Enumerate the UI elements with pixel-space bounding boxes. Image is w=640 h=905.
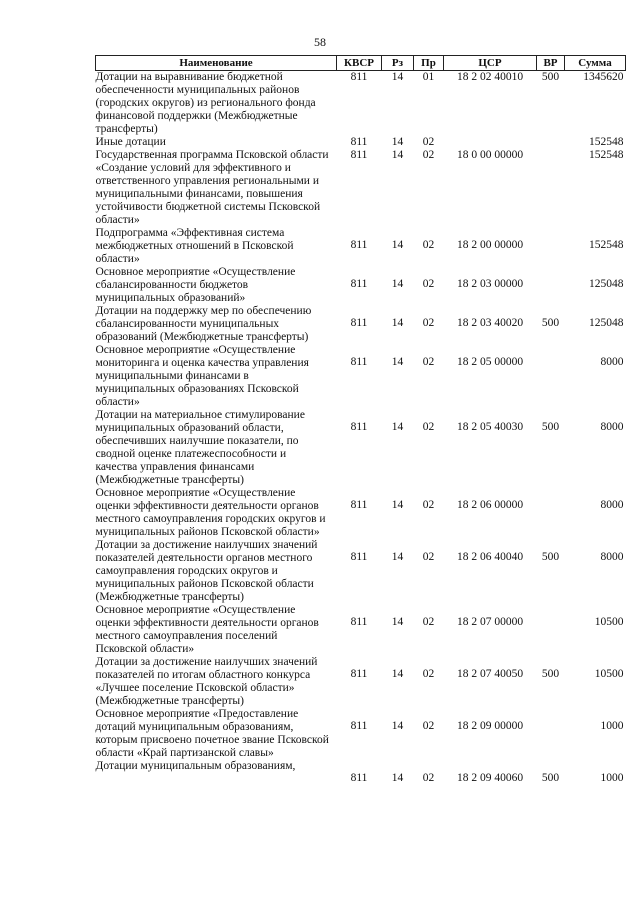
row-vr: 500 — [541, 71, 560, 83]
row-vr: 500 — [541, 668, 560, 680]
row-name: Основное мероприятие «Осуществление оценки эффективности деятельности органов местного самоуправления городских округов и муниципальных районов Псковской области» — [95, 487, 326, 538]
row-name: Основное мероприятие «Осуществление сбалансированности бюджетов муниципальных образований» — [95, 266, 296, 304]
row-sum: 152548 — [589, 239, 624, 251]
row-csr: 18 2 00 00000 — [456, 239, 524, 251]
budget-table — [95, 55, 626, 785]
page-number: 58 — [314, 35, 326, 49]
row-rz: 14 — [391, 71, 404, 83]
row-csr — [444, 136, 537, 149]
row-vr — [537, 604, 565, 656]
row-vr — [537, 708, 565, 760]
row-pr: 02 — [422, 278, 435, 290]
row-csr: 18 2 07 40050 — [456, 668, 524, 680]
row-rz: 14 — [391, 317, 404, 329]
table-row — [96, 656, 626, 708]
row-vr — [537, 344, 565, 409]
row-pr: 02 — [422, 551, 435, 563]
row-name: Основное мероприятие «Осуществление оценки эффективности деятельности органов местного самоуправления поселений Псковской области» — [95, 604, 319, 655]
row-csr: 18 2 09 00000 — [456, 720, 524, 732]
table-row — [96, 149, 626, 227]
row-csr: 18 2 07 00000 — [456, 616, 524, 628]
row-pr: 02 — [422, 499, 435, 511]
row-sum: 152548 — [589, 136, 624, 148]
row-rz: 14 — [391, 499, 404, 511]
row-name: Дотации на выравнивание бюджетной обеспеченности муниципальных районов (городских округов) из регионального фонда финансовой поддержки (Межбюджетные трансферты) — [95, 71, 316, 135]
row-rz: 14 — [391, 136, 404, 148]
table-row — [96, 760, 626, 785]
row-rz: 14 — [391, 239, 404, 251]
row-vr: 500 — [541, 421, 560, 433]
header-kvsr: КВСР — [337, 56, 382, 71]
row-sum: 125048 — [589, 278, 624, 290]
row-sum: 1000 — [600, 720, 624, 732]
row-vr — [537, 266, 565, 305]
row-kvsr: 811 — [350, 149, 368, 161]
row-csr: 18 2 09 40060 — [456, 772, 524, 784]
row-vr — [537, 227, 565, 266]
row-kvsr: 811 — [350, 421, 368, 433]
row-rz: 14 — [391, 720, 404, 732]
row-pr: 02 — [422, 136, 435, 148]
table-row — [96, 409, 626, 487]
table-row — [96, 71, 626, 137]
row-rz: 14 — [391, 278, 404, 290]
row-pr: 02 — [422, 421, 435, 433]
row-csr: 18 2 06 40040 — [456, 551, 524, 563]
row-name: Основное мероприятие «Предоставление дотаций муниципальным образованиям, которым присвоено почетное звание Псковской области «Край партизанской славы» — [95, 708, 329, 759]
row-name: Дотации муниципальным образованиям, — [95, 760, 296, 772]
row-pr: 02 — [422, 772, 435, 784]
row-pr: 02 — [422, 356, 435, 368]
row-vr — [537, 487, 565, 539]
row-kvsr: 811 — [350, 356, 368, 368]
row-sum: 1000 — [600, 772, 624, 784]
row-sum: 8000 — [600, 356, 624, 368]
row-csr: 18 2 03 00000 — [456, 278, 524, 290]
table-row — [96, 136, 626, 149]
row-pr: 02 — [422, 720, 435, 732]
row-rz: 14 — [391, 421, 404, 433]
row-kvsr: 811 — [350, 136, 368, 148]
row-name: Дотации на поддержку мер по обеспечению сбалансированности муниципальных образований (Межбюджетные трансферты) — [95, 305, 312, 343]
header-csr: ЦСР — [444, 56, 537, 71]
row-vr — [537, 136, 565, 149]
row-csr: 18 2 06 00000 — [456, 499, 524, 511]
row-pr: 02 — [422, 239, 435, 251]
header-rz: Рз — [382, 56, 414, 71]
table-row — [96, 227, 626, 266]
row-pr: 01 — [422, 71, 435, 83]
row-kvsr: 811 — [350, 616, 368, 628]
row-name: Дотации на материальное стимулирование муниципальных образований области, обеспечивших наилучшие показатели, по сводной оценке платежеспособности и качества управления финансами (Межбюджетные трансферты) — [95, 409, 305, 486]
table-row — [96, 539, 626, 604]
row-kvsr: 811 — [350, 278, 368, 290]
row-vr: 500 — [541, 317, 560, 329]
table-body — [96, 71, 626, 786]
row-sum: 152548 — [589, 149, 624, 161]
row-vr: 500 — [541, 772, 560, 784]
row-kvsr: 811 — [350, 317, 368, 329]
row-rz: 14 — [391, 616, 404, 628]
row-rz: 14 — [391, 356, 404, 368]
row-name: Подпрограмма «Эффективная система межбюджетных отношений в Псковской области» — [95, 227, 294, 265]
table-row — [96, 604, 626, 656]
row-kvsr: 811 — [350, 720, 368, 732]
header-vr: ВР — [537, 56, 565, 71]
row-rz: 14 — [391, 668, 404, 680]
row-kvsr: 811 — [350, 499, 368, 511]
row-sum: 125048 — [589, 317, 624, 329]
table-row — [96, 266, 626, 305]
row-csr: 18 2 03 40020 — [456, 317, 524, 329]
row-sum: 10500 — [594, 616, 624, 628]
row-kvsr: 811 — [350, 71, 368, 83]
row-pr: 02 — [422, 616, 435, 628]
row-kvsr: 811 — [350, 668, 368, 680]
row-csr: 18 2 02 40010 — [456, 71, 524, 83]
row-csr: 18 2 05 00000 — [456, 356, 524, 368]
row-kvsr: 811 — [350, 551, 368, 563]
row-sum: 10500 — [594, 668, 624, 680]
row-vr — [537, 149, 565, 227]
row-csr: 18 0 00 00000 — [456, 149, 524, 161]
table-row — [96, 708, 626, 760]
row-name: Дотации за достижение наилучших значений показателей по итогам областного конкурса «Лучшее поселение Псковской области» (Межбюджетные трансферты) — [95, 656, 318, 707]
row-vr: 500 — [541, 551, 560, 563]
row-name: Государственная программа Псковской области «Создание условий для эффективного и ответственного управления региональными и муниципальными финансами, повышения устойчивости бюджетной системы Псковской области» — [95, 149, 329, 226]
row-rz: 14 — [391, 551, 404, 563]
row-rz: 14 — [391, 772, 404, 784]
row-rz: 14 — [391, 149, 404, 161]
row-pr: 02 — [422, 317, 435, 329]
table-header — [96, 56, 626, 71]
row-pr: 02 — [422, 668, 435, 680]
table-row — [96, 305, 626, 344]
budget-table-wrap — [95, 55, 625, 785]
header-pr: Пр — [414, 56, 444, 71]
row-sum: 8000 — [600, 499, 624, 511]
row-sum: 8000 — [600, 551, 624, 563]
row-pr: 02 — [422, 149, 435, 161]
table-row — [96, 344, 626, 409]
header-sum: Сумма — [565, 56, 626, 71]
header-name: Наименование — [96, 56, 337, 71]
row-name: Основное мероприятие «Осуществление мониторинга и оценка качества управления муниципальными финансами в муниципальных образованиях Псковской области» — [95, 344, 309, 408]
row-sum: 1345620 — [583, 71, 624, 83]
table-row — [96, 487, 626, 539]
row-name: Иные дотации — [95, 136, 166, 148]
row-kvsr: 811 — [350, 239, 368, 251]
row-kvsr: 811 — [350, 772, 368, 784]
row-csr: 18 2 05 40030 — [456, 421, 524, 433]
row-name: Дотации за достижение наилучших значений показателей деятельности органов местного самоуправления городских округов и муниципальных районов Псковской области (Межбюджетные трансферты) — [95, 539, 318, 603]
row-sum: 8000 — [600, 421, 624, 433]
